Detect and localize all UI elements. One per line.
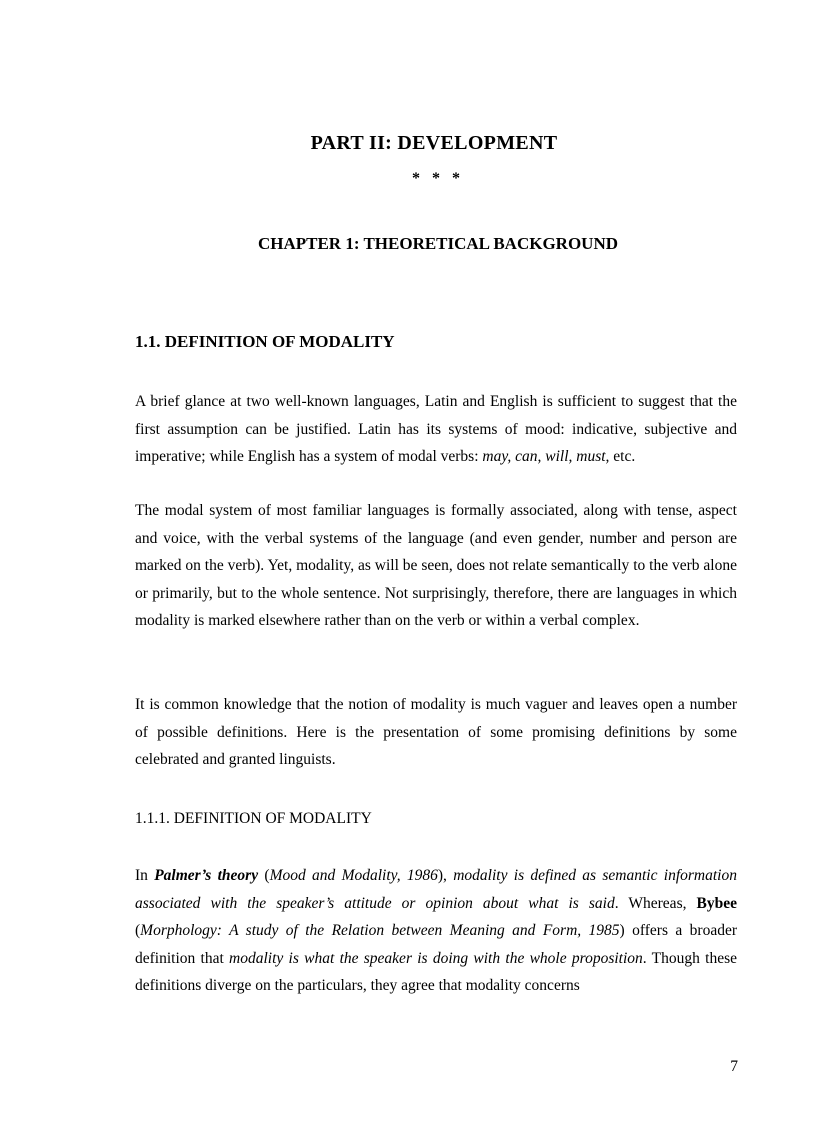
text-in: In	[135, 867, 155, 884]
text-offers: ) offers a broader definition that	[135, 922, 737, 967]
paren-open-2: (	[135, 922, 141, 940]
paragraph-intro-text: A brief glance at two well-known languages, Latin and English is sufficient to suggest that the first assumption can be justified. Latin has its systems of mood: indicative, subjective and imperative; while English has a system of modal verbs:	[135, 393, 737, 466]
bybee-work-citation: Morphology: A study of the Relation between Meaning and Form, 1985	[140, 922, 620, 940]
chapter-title: CHAPTER 1: THEORETICAL BACKGROUND	[257, 234, 619, 253]
paragraph-intro-end: etc.	[609, 448, 636, 466]
paragraph-common-knowledge: It is common knowledge that the notion of modality is much vaguer and leaves open a number of possible definitions. Here is the presentation of some promising definitions by some celebrated and granted linguists.	[135, 696, 737, 769]
paragraph-intro	[135, 388, 737, 471]
paragraph-definitions	[135, 862, 737, 1000]
section-heading: 1.1. DEFINITION OF MODALITY	[135, 332, 395, 351]
part-title: PART II: DEVELOPMENT	[310, 132, 558, 154]
bybee-name: Bybee	[696, 894, 737, 912]
paragraph-modal-system: The modal system of most familiar languages is formally associated, along with tense, aspect and voice, with the verbal systems of the language (and even gender, number and person are marked on the verb). Yet, modality, as will be seen, does not relate semantically to the verb alone or primarily, but to the whole sentence. Not surprisingly, therefore, there are languages in which modality is marked elsewhere rather than on the verb or within a verbal complex.	[135, 502, 737, 630]
bybee-definition: modality is what the speaker is doing with the whole proposition	[229, 949, 643, 967]
modal-verbs-list: may, can, will, must,	[482, 448, 610, 466]
subsection-heading: 1.1.1. DEFINITION OF MODALITY	[135, 810, 372, 827]
palmer-work-citation: Mood and Modality, 1986	[269, 867, 438, 884]
paren-open: (	[258, 867, 270, 884]
palmer-theory: Palmer’s theory	[154, 867, 259, 884]
paren-close: ),	[437, 867, 454, 884]
text-ending: . Though these definitions diverge on the particulars, they agree that modality concerns	[135, 949, 737, 995]
page-number: 7	[730, 1058, 738, 1075]
separator-stars: * * *	[412, 170, 464, 187]
text-whereas: . Whereas,	[614, 894, 697, 912]
palmer-definition: modality is defined as semantic information associated with the speaker’s attitude or opinion about what is said	[135, 867, 737, 912]
